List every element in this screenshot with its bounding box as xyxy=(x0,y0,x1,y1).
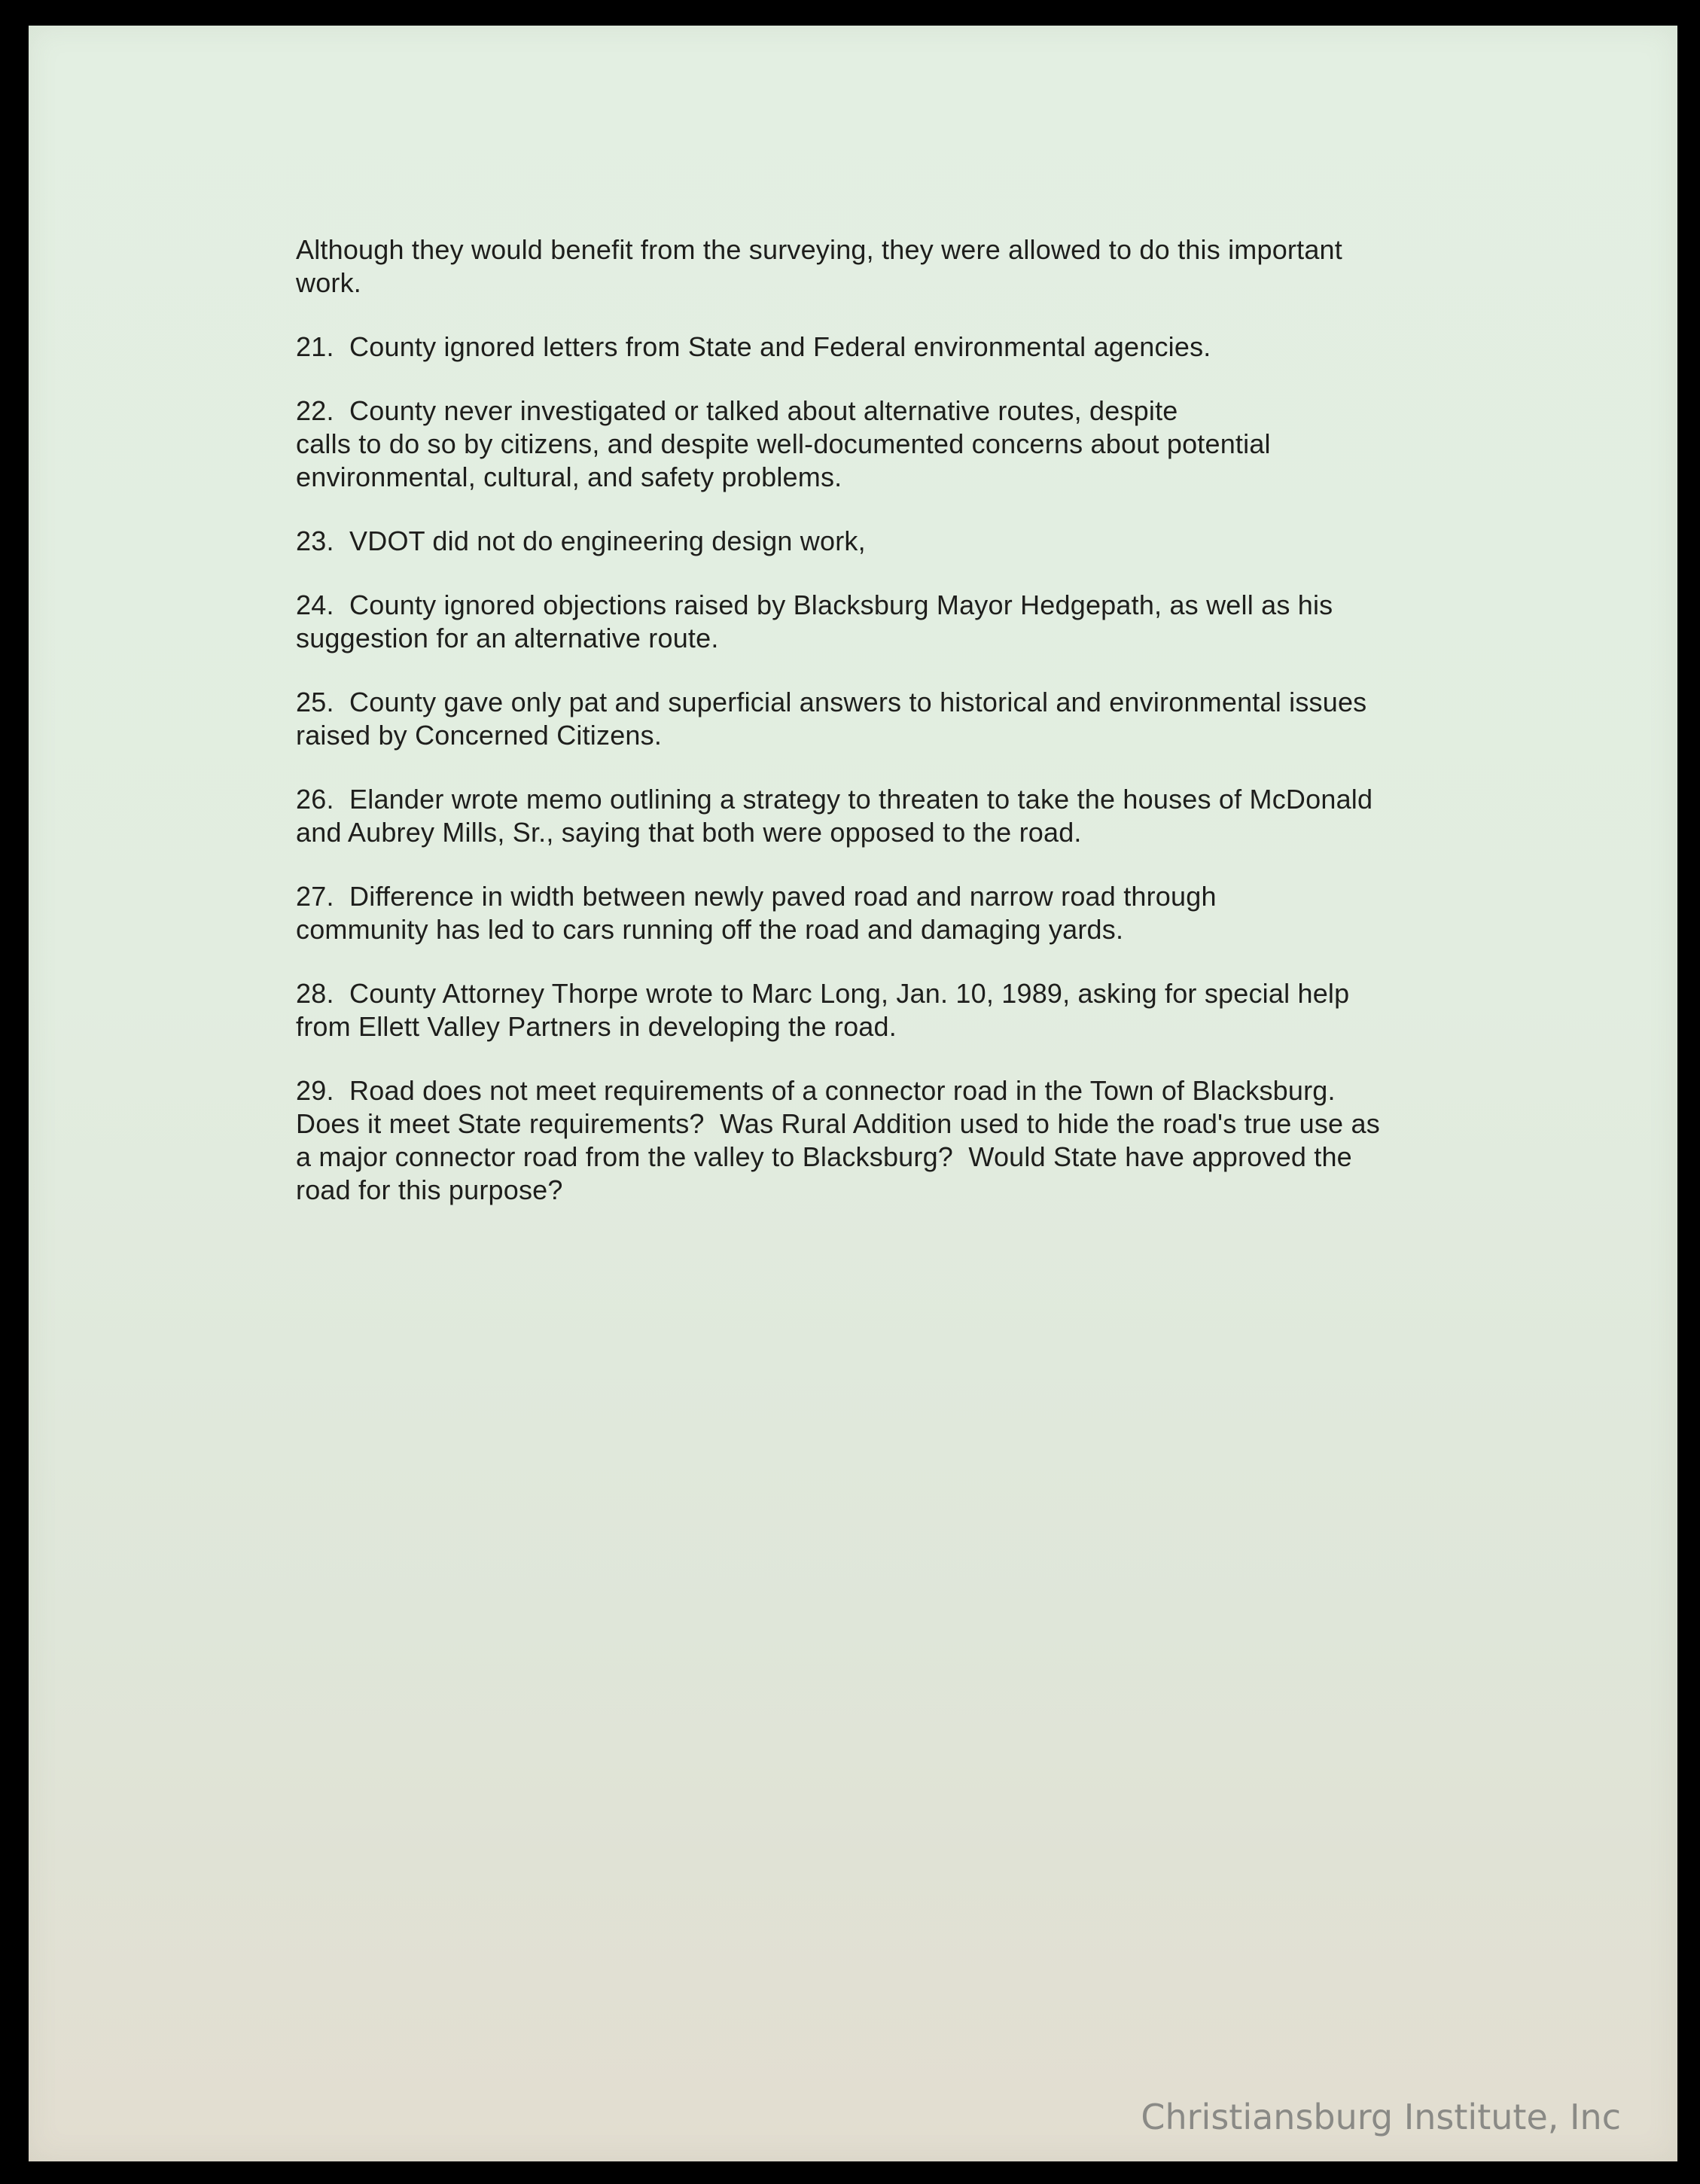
paragraph-item-25 xyxy=(296,686,1470,752)
paragraph-item-26 xyxy=(296,783,1470,849)
paragraph-item-29 xyxy=(296,1074,1470,1207)
paragraph-item-28 xyxy=(296,977,1470,1043)
text-line: 24. County ignored objections raised by Blacksburg Mayor Hedgepath, as well as his xyxy=(296,589,1333,620)
text-line: Although they would benefit from the surveying, they were allowed to do this important xyxy=(296,234,1342,265)
text-line: from Ellett Valley Partners in developing the road. xyxy=(296,1011,897,1042)
text-line: 27. Difference in width between newly paved road and narrow road through xyxy=(296,881,1217,912)
text-line: suggestion for an alternative route. xyxy=(296,623,719,653)
text-line: 29. Road does not meet requirements of a connector road in the Town of Blacksburg. xyxy=(296,1075,1336,1106)
text-line: 23. VDOT did not do engineering design work, xyxy=(296,525,866,556)
text-line: road for this purpose? xyxy=(296,1174,563,1205)
text-line: 25. County gave only pat and superficial answers to historical and environmental issues xyxy=(296,687,1367,717)
text-line: raised by Concerned Citizens. xyxy=(296,720,663,751)
text-line: 26. Elander wrote memo outlining a strategy to threaten to take the houses of McDonald xyxy=(296,784,1373,815)
paragraph-item-22 xyxy=(296,394,1470,494)
archive-watermark: Christiansburg Institute, Inc xyxy=(1141,2097,1621,2137)
text-line: calls to do so by citizens, and despite well-documented concerns about potential xyxy=(296,428,1271,459)
text-line: work. xyxy=(296,267,362,298)
paragraph-continuation xyxy=(296,233,1470,300)
text-line: community has led to cars running off the road and damaging yards. xyxy=(296,914,1124,945)
paragraph-item-21 xyxy=(296,330,1470,364)
text-line: 21. County ignored letters from State and Federal environmental agencies. xyxy=(296,331,1211,362)
text-line: a major connector road from the valley to Blacksburg? Would State have approved the xyxy=(296,1141,1352,1172)
text-line: Does it meet State requirements? Was Rural Addition used to hide the road's true use as xyxy=(296,1108,1380,1139)
paragraph-item-23 xyxy=(296,525,1470,558)
document-body xyxy=(296,233,1470,1238)
text-line: 28. County Attorney Thorpe wrote to Marc Long, Jan. 10, 1989, asking for special help xyxy=(296,978,1350,1009)
paper-sheet xyxy=(29,26,1677,2161)
text-line: 22. County never investigated or talked about alternative routes, despite xyxy=(296,395,1178,426)
paragraph-item-24 xyxy=(296,589,1470,655)
paragraph-item-27 xyxy=(296,880,1470,946)
text-line: environmental, cultural, and safety problems. xyxy=(296,461,842,492)
text-line: and Aubrey Mills, Sr., saying that both were opposed to the road. xyxy=(296,817,1082,848)
